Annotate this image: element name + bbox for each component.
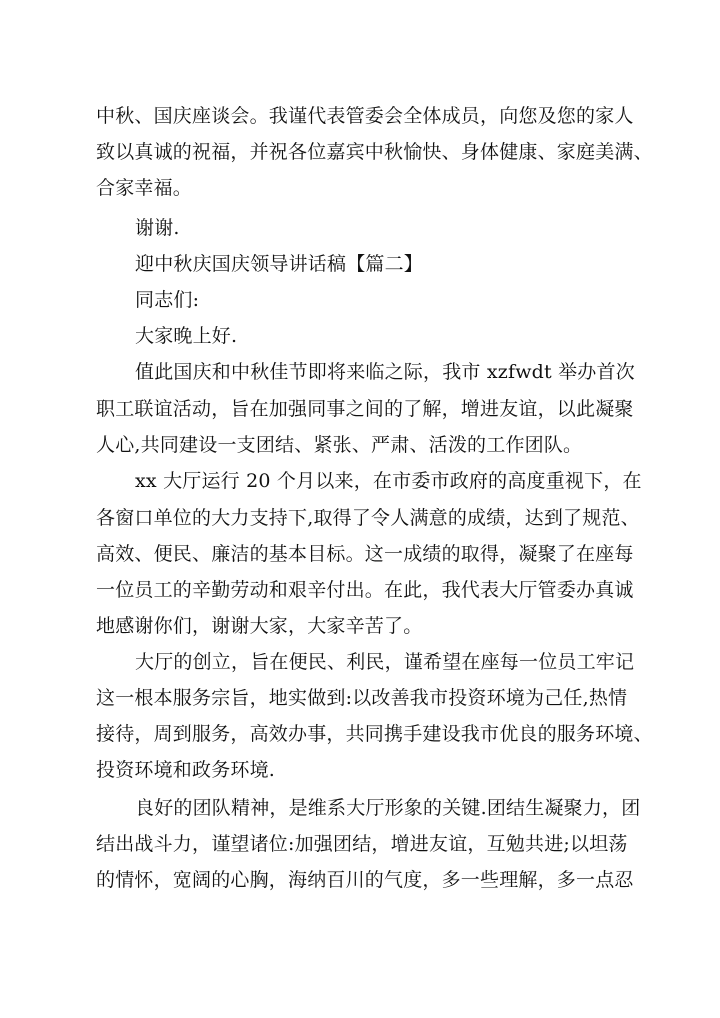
- text-line: 一位员工的辛勤劳动和艰辛付出。在此，我代表大厅管委办真诚: [96, 579, 634, 601]
- text-line: 合家幸福。: [96, 177, 193, 199]
- greeting: 大家晚上好.: [135, 325, 238, 347]
- salutation: 同志们:: [135, 289, 200, 311]
- text-line: 人心,共同建设一支团结、紧张、严肃、活泼的工作团队。: [96, 434, 583, 456]
- text-line: 的情怀，宽阔的心胸，海纳百川的气度，多一些理解，多一点忍: [96, 869, 634, 891]
- text-line: 中秋、国庆座谈会。我谨代表管委会全体成员，向您及您的家人: [96, 105, 634, 127]
- paragraph-start: xx 大厅运行 20 个月以来，在市委市政府的高度重视下，在: [135, 470, 642, 492]
- text-line: 各窗口单位的大力支持下,取得了令人满意的成绩，达到了规范、: [96, 507, 640, 529]
- paragraph-start: 值此国庆和中秋佳节即将来临之际，我市 xzfwdt 举办首次: [135, 361, 635, 383]
- text-line: 投资环境和政务环境.: [96, 759, 276, 781]
- text-line: 谢谢.: [135, 217, 180, 239]
- text-line: 地感谢你们，谢谢大家，大家辛苦了。: [96, 615, 423, 637]
- text-line: 这一根本服务宗旨，地实做到:以改善我市投资环境为己任,热情: [96, 687, 628, 709]
- paragraph-start: 大厅的创立，旨在便民、利民，谨希望在座每一位员工牢记: [135, 651, 635, 673]
- text-line: 致以真诚的祝福，并祝各位嘉宾中秋愉快、身体健康、家庭美满、: [96, 141, 653, 163]
- text-line: 高效、便民、廉洁的基本目标。这一成绩的取得，凝聚了在座每: [96, 543, 634, 565]
- section-heading: 迎中秋庆国庆领导讲话稿【篇二】: [135, 253, 424, 275]
- text-line: 接待，周到服务，高效办事，共同携手建设我市优良的服务环境、: [96, 723, 653, 745]
- text-line: 结出战斗力，谨望诸位:加强团结，增进友谊，互勉共进;以坦荡: [96, 833, 628, 855]
- paragraph-start: 良好的团队精神，是维系大厅形象的关键.团结生凝聚力，团: [135, 797, 641, 819]
- text-line: 职工联谊活动，旨在加强同事之间的了解，增进友谊，以此凝聚: [96, 398, 634, 420]
